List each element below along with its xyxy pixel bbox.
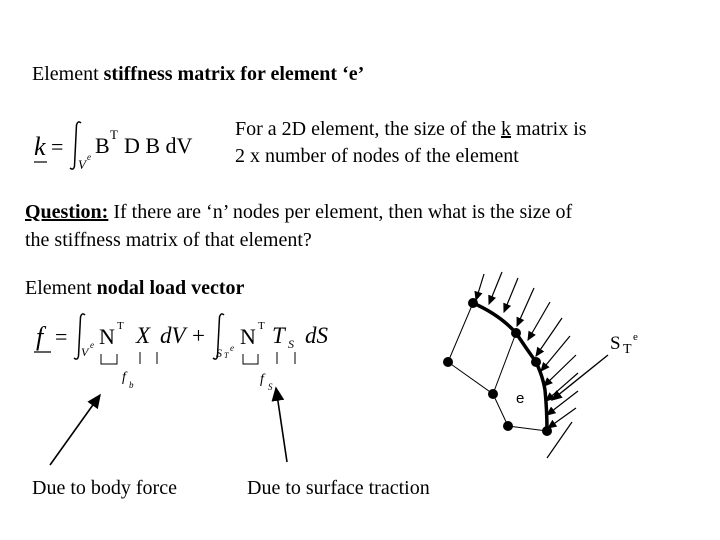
formula-traction: T [272, 323, 285, 348]
st-pointer-arrow [552, 355, 608, 400]
stiffness-heading-plain: Element [32, 63, 104, 85]
formula-transpose: T [110, 127, 118, 142]
formula-plus: + [192, 323, 205, 348]
st-sub: T [623, 342, 632, 357]
matrix-size-note-line2: 2 x number of nodes of the element [235, 145, 519, 167]
formula-int-sub: V [78, 157, 86, 172]
element-edges [448, 303, 547, 431]
surface-traction-arrow [276, 388, 287, 462]
formula-f: f [36, 322, 44, 351]
label-fb: f [122, 370, 126, 385]
formula-b: B [95, 133, 110, 158]
formula-t2: T [258, 320, 265, 332]
load-vector-heading: Element nodal load vector [25, 277, 245, 299]
formula-n1: N [99, 324, 115, 349]
formula-dv: dV [160, 323, 186, 348]
formula-x: X [136, 323, 151, 348]
st-label: S [610, 333, 621, 354]
formula-int-sup: e [87, 152, 91, 162]
formula-n2: N [240, 324, 256, 349]
st-sup: e [633, 331, 638, 343]
formula-eq: = [51, 134, 64, 159]
node-6 [503, 421, 513, 431]
node-2 [511, 328, 521, 338]
body-force-arrow [50, 395, 100, 465]
node-5 [488, 389, 498, 399]
node-7 [542, 426, 552, 436]
element-label: e [516, 390, 525, 407]
question-line2: the stiffness matrix of that element? [25, 229, 312, 251]
label-fs: f [260, 372, 264, 387]
surface-traction-label: Due to surface traction [247, 477, 430, 499]
question-label: Question: [25, 201, 109, 223]
loaded-boundary [473, 303, 547, 431]
formula-k: k [34, 132, 46, 161]
formula-ds: dS [305, 323, 328, 348]
node-4 [443, 357, 453, 367]
body-force-label: Due to body force [32, 477, 177, 499]
formula-t1: T [117, 320, 124, 332]
formula-dbdv: D B dV [124, 133, 193, 158]
matrix-size-note-line1: For a 2D element, the size of the k matrix is [235, 118, 587, 140]
stiffness-heading-bold: stiffness matrix for element ‘e’ [103, 63, 365, 85]
k-matrix-symbol: k [501, 118, 512, 140]
element-figure [400, 260, 720, 470]
formula2-eq: = [55, 324, 68, 349]
node-1 [468, 298, 478, 308]
traction-arrows [476, 272, 578, 458]
question-line1: Question: If there are ‘n’ nodes per element, then what is the size of [25, 201, 573, 223]
node-3 [531, 357, 541, 367]
